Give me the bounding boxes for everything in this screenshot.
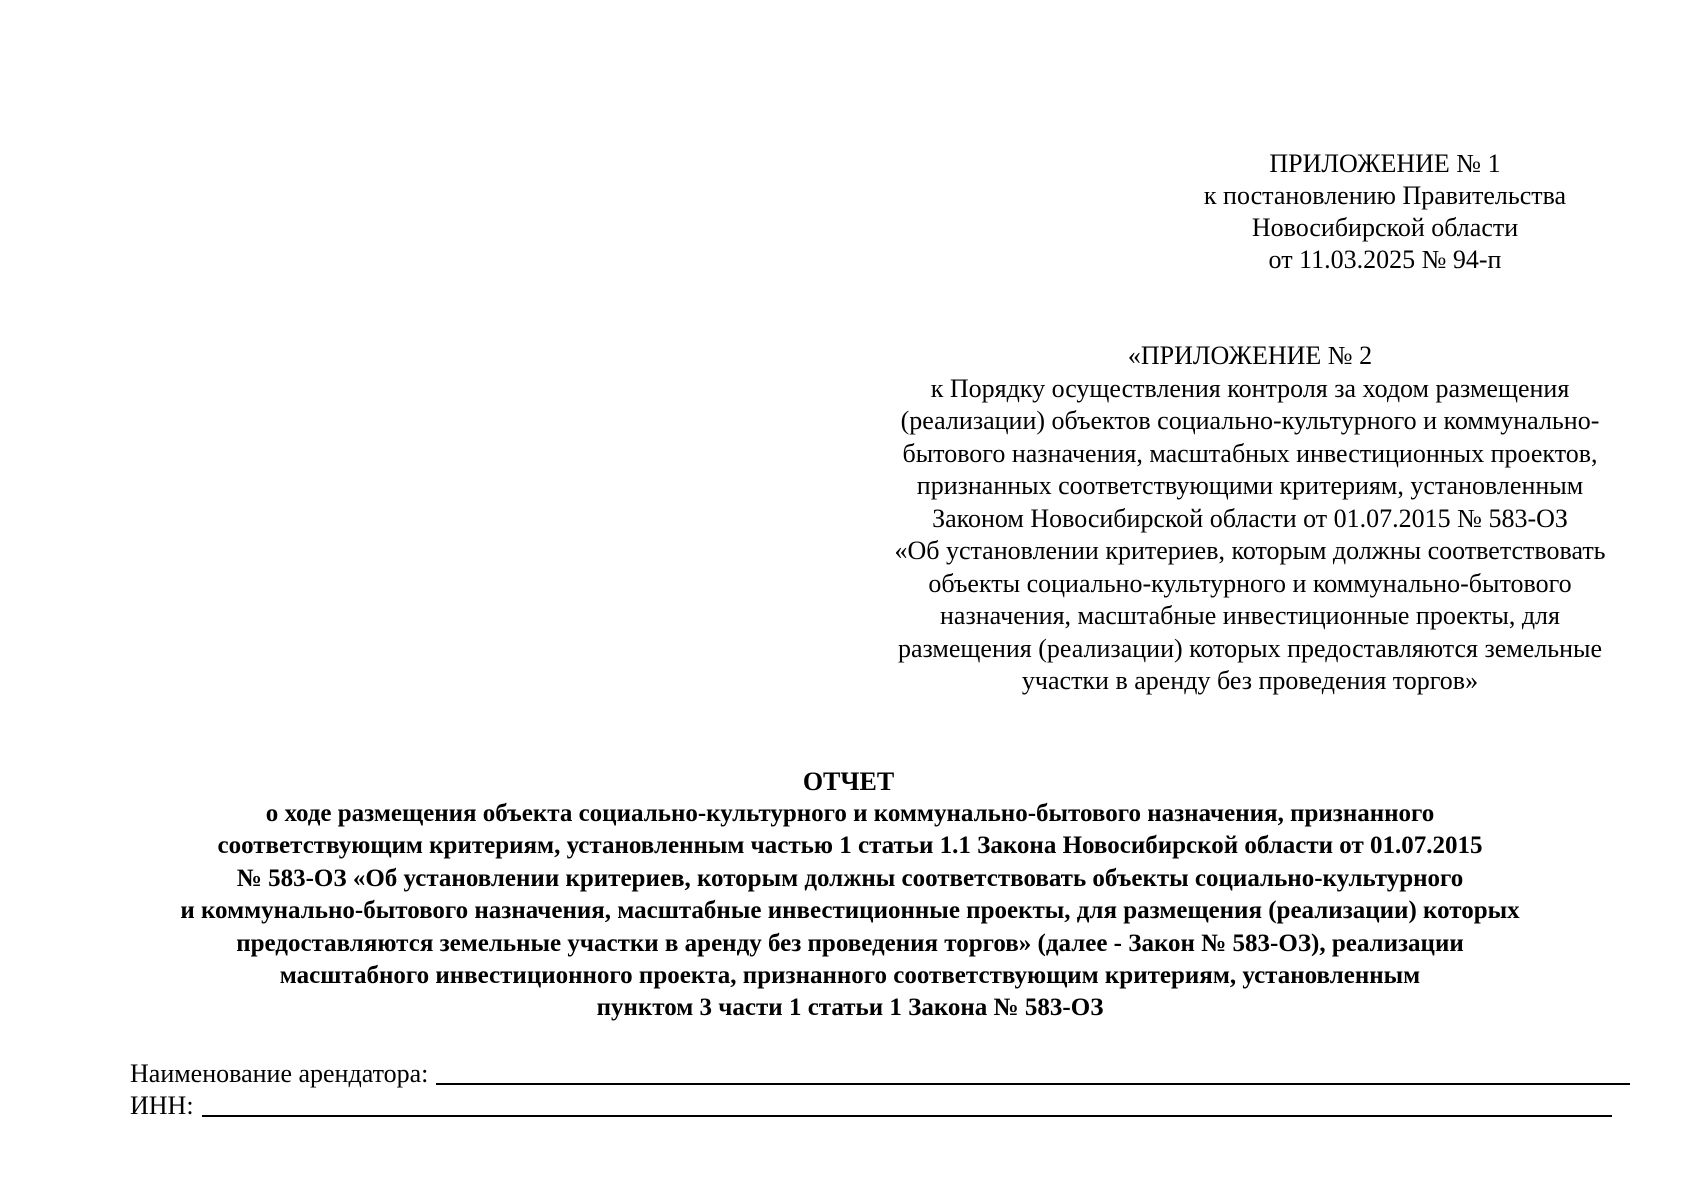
appendix-2-line: «ПРИЛОЖЕНИЕ № 2 — [1127, 341, 1373, 370]
report-subtitle-line: соответствующим критериям, установленным частью 1 статьи 1.1 Закона Новосибирской области от 01.07.2015 — [217, 832, 1483, 860]
appendix-2-line: объекты социально-культурного и коммунально-бытового — [928, 568, 1572, 598]
inn-field[interactable] — [130, 1090, 1612, 1122]
appendix-2-line: (реализации) объектов социально-культурного и коммунально- — [900, 406, 1600, 435]
appendix-1-line: ПРИЛОЖЕНИЕ № 1 — [1269, 149, 1501, 178]
tenant-name-blank-line[interactable] — [436, 1058, 1630, 1085]
inn-label: ИНН: — [130, 1091, 194, 1120]
report-subtitle-line: и коммунально-бытового назначения, масштабные инвестиционные проекты, для размещения (реализации) которых — [180, 897, 1520, 925]
appendix-2-line: признанных соответствующими критериям, установленным — [916, 471, 1584, 500]
appendix-2-line: к Порядку осуществления контроля за ходом размещения — [930, 373, 1570, 403]
tenant-name-field[interactable] — [130, 1058, 1630, 1090]
inn-blank-line[interactable] — [202, 1090, 1612, 1117]
appendix-2-line: Законом Новосибирской области от 01.07.2015 № 583-ОЗ — [932, 503, 1568, 533]
appendix-2-line: бытового назначения, масштабных инвестиционных проектов, — [902, 438, 1598, 468]
report-title: ОТЧЕТ — [802, 767, 895, 796]
appendix-1-header — [1175, 148, 1595, 276]
appendix-2-line: назначения, масштабные инвестиционные проекты, для — [940, 601, 1560, 630]
appendix-1-line: Новосибирской области — [1251, 213, 1519, 242]
appendix-2-line: размещения (реализации) которых предоставляются земельные — [897, 633, 1603, 663]
report-subtitle — [60, 798, 1640, 1025]
appendix-2-line: «Об установлении критериев, которым должны соответствовать — [894, 536, 1606, 565]
report-subtitle-line: пунктом 3 части 1 статьи 1 Закона № 583-ОЗ — [596, 994, 1104, 1022]
appendix-2-line: участки в аренду без проведения торгов» — [1021, 666, 1479, 695]
report-subtitle-line: масштабного инвестиционного проекта, признанного соответствующим критериям, установленным — [279, 962, 1421, 990]
appendix-1-line: к постановлению Правительства — [1203, 181, 1567, 210]
report-subtitle-line: предоставляются земельные участки в аренду без проведения торгов» (далее - Закон № 583-ОЗ), реализации — [236, 929, 1464, 957]
tenant-name-label: Наименование арендатора: — [130, 1059, 429, 1088]
appendix-1-line: от 11.03.2025 № 94-п — [1268, 245, 1502, 274]
report-subtitle-line: № 583-ОЗ «Об установлении критериев, которым должны соответствовать объекты социально-культурного — [236, 864, 1464, 892]
appendix-2-header — [855, 340, 1645, 698]
report-subtitle-line: о ходе размещения объекта социально-культурного и коммунально-бытового назначения, признанного — [265, 800, 1435, 827]
